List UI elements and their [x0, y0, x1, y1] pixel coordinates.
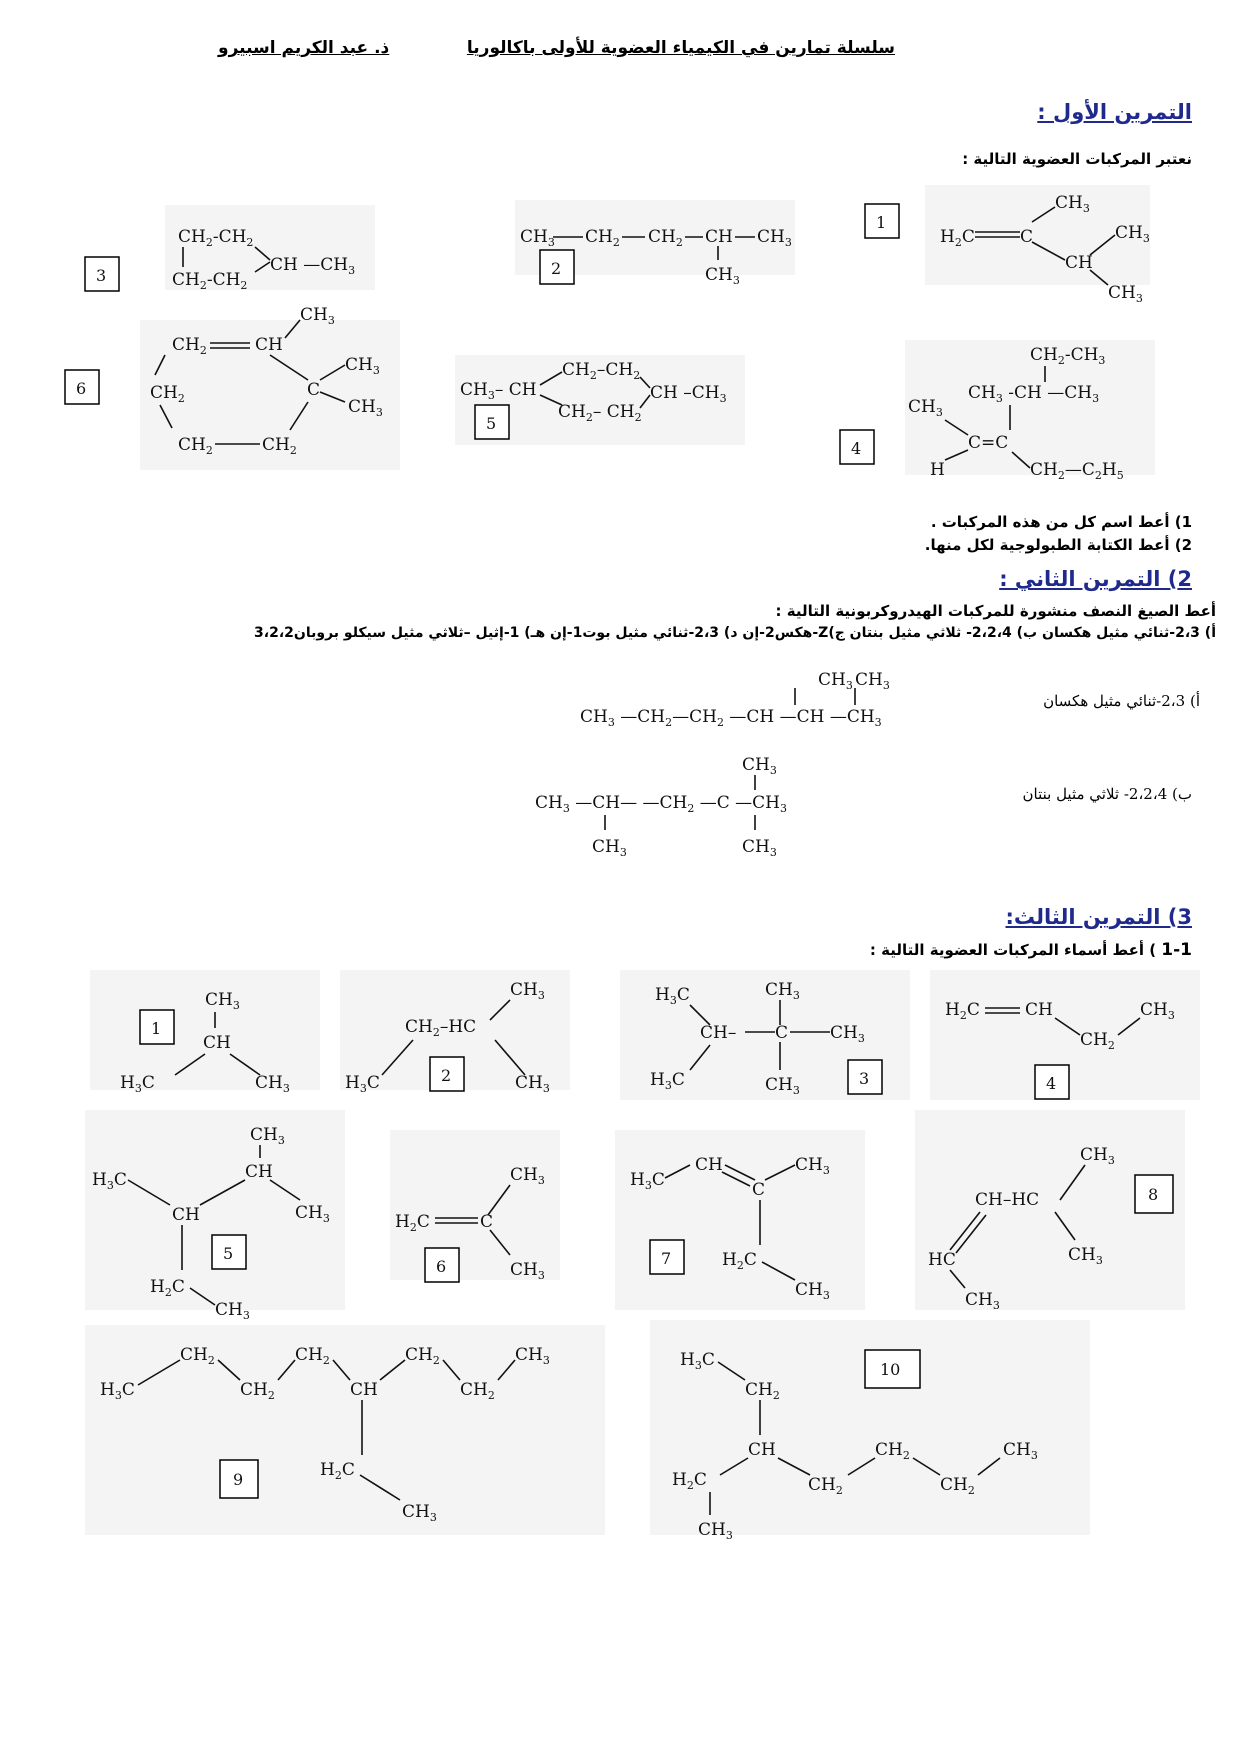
svg-text:4: 4 [1046, 1074, 1057, 1093]
svg-text:C: C [752, 1180, 766, 1200]
structure-3-ex3 [620, 970, 910, 1100]
svg-text:CH2: $CH_2$ [940, 1475, 975, 1497]
svg-text:CH2–CH2: $CH_2-CH_2$ [562, 360, 641, 382]
structure-6-ex3 [390, 1130, 560, 1282]
svg-text:CH2: $CH_2$ [405, 1345, 440, 1367]
svg-text:CH2: $CH_2$ [240, 1380, 275, 1402]
svg-text:6: 6 [436, 1257, 447, 1276]
svg-text:CH3: $CH_3$ [1140, 1000, 1175, 1022]
exercise-2-intro: أعط الصيغ النصف منشورة للمركبات الهيدروكربونية التالية : [775, 602, 1216, 620]
svg-text:CH: CH [203, 1033, 231, 1053]
svg-text:2: 2 [551, 259, 562, 278]
svg-text:2: 2 [441, 1066, 452, 1085]
svg-text:CH3: $CH_3$ [1108, 283, 1143, 305]
svg-text:H3C: $H_3C$ [100, 1380, 135, 1402]
svg-text:C=C: C=C [968, 433, 1009, 453]
svg-text:CH2: $CH_2$ [808, 1475, 843, 1497]
svg-text:CH2: $CH_2$ [295, 1345, 330, 1367]
svg-text:C: C [307, 380, 321, 400]
question-text: ) أعط أسماء المركبات العضوية التالية : [869, 941, 1162, 959]
svg-text:CH–HC: CH–HC [975, 1190, 1040, 1210]
svg-text:CH2: $CH_2$ [180, 1345, 215, 1367]
svg-text:CH3: $CH_3$ [592, 837, 627, 859]
structure-5-ex3 [85, 1110, 345, 1322]
structure-8-ex3 [915, 1110, 1185, 1312]
svg-text:CH —CH3: CH $—CH_3$ [270, 255, 356, 277]
svg-text:CH3: $CH_3$ [300, 305, 335, 327]
exercise-2-structures [0, 660, 1240, 870]
svg-text:H3C: $H_3C$ [650, 1070, 685, 1092]
number-label-1: 1 [876, 213, 887, 232]
svg-text:CH2-CH2: $CH_2-CH_2$ [178, 227, 254, 249]
svg-text:CH2– CH2: $CH_2-$ $CH_2$ [558, 402, 642, 424]
svg-text:CH3: $CH_3$ [965, 1290, 1000, 1312]
svg-text:CH: CH [1065, 253, 1093, 273]
structure-1-ex3 [90, 970, 320, 1095]
svg-text:H: H [930, 460, 945, 480]
exercise-2-answer-b-label: ب) 2،2،4- ثلاثي مثيل بنتان [1022, 785, 1192, 803]
structure-10-ex3 [650, 1320, 1090, 1542]
svg-text:CH3– CH: $CH_3-$ CH [460, 380, 537, 402]
svg-text:H2C: $H_2C$ [395, 1212, 430, 1234]
svg-text:6: 6 [76, 379, 87, 398]
svg-text:CH3: $CH_3$ [345, 355, 380, 377]
svg-text:CH: CH [705, 227, 733, 247]
structure-3-ex1 [85, 205, 375, 292]
svg-text:CH2: $CH_2$ [172, 335, 207, 357]
exercise-1-question-1: 1) أعط اسم كل من هذه المركبات . [930, 513, 1192, 531]
svg-text:CH3: $CH_3$ [520, 227, 555, 249]
structure-7-ex3 [615, 1130, 865, 1310]
svg-text:5: 5 [486, 414, 497, 433]
author-name: ذ. عبد الكريم اسبيرو [218, 38, 390, 58]
svg-text:CH3 —CH— —CH2 —C —CH3: $CH_3$ —CH— $—CH_2$ —C $—CH_3$ [535, 793, 787, 815]
svg-text:CH2—C2H5: $CH_2—C_2H_5$ [1030, 460, 1124, 480]
svg-text:H3C: $H_3C$ [630, 1170, 665, 1192]
svg-text:CH3: $CH_3$ [742, 837, 777, 859]
svg-text:H2C: $H_2C$ [940, 227, 975, 249]
svg-text:CH3: $CH_3$ [205, 990, 240, 1012]
svg-text:CH3: $CH_3$ [255, 1073, 290, 1095]
svg-text:CH3: $CH_3$ [795, 1280, 830, 1302]
svg-text:CH3: $CH_3$ [765, 1075, 800, 1097]
svg-text:CH3: $CH_3$ [1080, 1145, 1115, 1167]
svg-text:H2C: $H_2C$ [722, 1250, 757, 1272]
svg-text:8: 8 [1148, 1185, 1159, 1204]
svg-text:CH3: $CH_3$ [757, 227, 792, 249]
question-number: 1-1 [1161, 940, 1192, 960]
svg-text:CH3: $CH_3$ [795, 1155, 830, 1177]
svg-text:H3C: $H_3C$ [92, 1170, 127, 1192]
svg-text:CH: CH [255, 335, 283, 355]
svg-text:H3C: $H_3C$ [120, 1073, 155, 1095]
svg-text:CH2–HC: $CH_2-HC$ [405, 1017, 477, 1039]
svg-text:1: 1 [151, 1019, 162, 1038]
svg-text:CH3: $CH_3$ [742, 755, 777, 777]
svg-text:CH3: $CH_3$ [510, 1260, 545, 1282]
exercise-1-intro: نعتبر المركبات العضوية التالية : [962, 150, 1192, 168]
svg-text:CH3: $CH_3$ [215, 1300, 250, 1322]
svg-text:C: C [480, 1212, 494, 1232]
structure-1-ex1 [865, 185, 1150, 305]
svg-text:H2C: $H_2C$ [945, 1000, 980, 1022]
structure-4-ex1 [840, 340, 1155, 480]
svg-text:CH2: $CH_2$ [648, 227, 683, 249]
svg-text:H3C: $H_3C$ [655, 985, 690, 1007]
svg-text:CH: CH [695, 1155, 723, 1175]
svg-text:CH2: $CH_2$ [585, 227, 620, 249]
svg-text:CH3: $CH_3$ [295, 1203, 330, 1225]
svg-text:CH3: $CH_3$ [765, 980, 800, 1002]
svg-text:CH2: $CH_2$ [178, 435, 213, 457]
svg-text:CH2: $CH_2$ [1080, 1030, 1115, 1052]
svg-text:H2C: $H_2C$ [320, 1460, 355, 1482]
svg-text:3: 3 [96, 266, 107, 285]
svg-text:CH2-CH3: $CH_2-CH_3$ [1030, 345, 1106, 367]
structure-4-ex3 [930, 970, 1200, 1100]
svg-text:CH3: $CH_3$ [908, 397, 943, 419]
svg-text:HC: HC [928, 1250, 956, 1270]
svg-text:CH2: $CH_2$ [150, 383, 185, 405]
svg-text:CH3 —CH2—CH2 —CH —CH —CH3: $CH_3$ $—CH_2—CH_2$ —CH —CH $—CH_3$ [580, 707, 882, 729]
exercise-3-title: 3) التمرين الثالث: [1005, 905, 1192, 929]
svg-text:CH –CH3: CH $-CH_3$ [650, 383, 727, 405]
svg-text:CH2: $CH_2$ [875, 1440, 910, 1462]
svg-text:7: 7 [661, 1249, 672, 1268]
svg-text:CH2: $CH_2$ [745, 1380, 780, 1402]
svg-text:CH3: $CH_3$ [348, 397, 383, 419]
svg-text:CH3: $CH_3$ [250, 1125, 285, 1147]
svg-text:CH3: $CH_3$ [698, 1520, 733, 1542]
exercise-1-question-2: 2) أعط الكتابة الطبولوجية لكل منها. [924, 536, 1192, 554]
svg-text:10: 10 [880, 1360, 901, 1379]
svg-text:CH3: $CH_3$ [705, 265, 740, 287]
exercise-1-structures [0, 180, 1240, 480]
answer-b-structure [535, 755, 787, 859]
svg-text:C: C [1020, 227, 1034, 247]
structure-9-ex3 [85, 1325, 605, 1535]
svg-text:CH3: $CH_3$ [1115, 223, 1150, 245]
svg-text:CH: CH [245, 1162, 273, 1182]
svg-text:CH: CH [350, 1380, 378, 1400]
structure-2-ex3 [340, 970, 570, 1095]
svg-text:CH3: $CH_3$ [515, 1345, 550, 1367]
exercise-2-answer-a-label: أ) 2،3-ثنائي مثيل هكسان [1043, 692, 1200, 710]
exercise-3-structures [0, 970, 1240, 1570]
svg-text:CH3: $CH_3$ [855, 670, 890, 692]
svg-text:CH3: $CH_3$ [510, 1165, 545, 1187]
svg-text:H2C: $H_2C$ [672, 1470, 707, 1492]
svg-text:H3C: $H_3C$ [680, 1350, 715, 1372]
series-title: سلسلة تمارين في الكيمياء العضوية للأولى باكالوريا [466, 38, 895, 58]
exercise-2-title: 2) التمرين الثاني : [999, 567, 1192, 591]
svg-text:CH2-CH2: $CH_2-CH_2$ [172, 270, 248, 292]
svg-text:CH3: $CH_3$ [818, 670, 853, 692]
svg-text:CH2: $CH_2$ [262, 435, 297, 457]
svg-text:H3C: $H_3C$ [345, 1073, 380, 1095]
svg-text:CH–: CH– [700, 1023, 737, 1043]
svg-text:CH3: $CH_3$ [1003, 1440, 1038, 1462]
svg-text:CH3: $CH_3$ [402, 1502, 437, 1524]
svg-text:H2C: $H_2C$ [150, 1277, 185, 1299]
svg-text:C: C [775, 1023, 789, 1043]
structure-6-ex1 [65, 305, 400, 470]
exercise-1-title: التمرين الأول : [1037, 100, 1192, 124]
structure-2-ex1 [515, 200, 795, 287]
exercise-2-compound-list: أ) 2،3-ثنائي مثيل هكسان ب) 2،2،4- ثلاثي مثيل بنتان ج)Z-هكس2-إن د) 2،3-ثنائي مثيل بوت1-إن هـ) 1-إثيل –ثلاثي مثيل سيكلو بروبان3،2،2 [254, 625, 1216, 641]
svg-text:9: 9 [233, 1470, 244, 1489]
svg-text:CH3: $CH_3$ [1055, 193, 1090, 215]
svg-text:CH3: $CH_3$ [1068, 1245, 1103, 1267]
svg-text:CH: CH [172, 1205, 200, 1225]
svg-text:CH3 -CH —CH3: $CH_3$ -CH $—CH_3$ [968, 383, 1100, 405]
svg-text:3: 3 [859, 1069, 870, 1088]
svg-text:CH3: $CH_3$ [515, 1073, 550, 1095]
svg-text:5: 5 [223, 1244, 234, 1263]
exercise-3-question-1 [870, 940, 1192, 960]
answer-a-structure [580, 670, 890, 729]
structure-5-ex1 [455, 355, 745, 445]
svg-text:CH3: $CH_3$ [510, 980, 545, 1002]
svg-text:CH: CH [748, 1440, 776, 1460]
svg-text:CH2: $CH_2$ [460, 1380, 495, 1402]
svg-text:CH3: $CH_3$ [830, 1023, 865, 1045]
svg-text:4: 4 [851, 439, 862, 458]
svg-text:CH: CH [1025, 1000, 1053, 1020]
